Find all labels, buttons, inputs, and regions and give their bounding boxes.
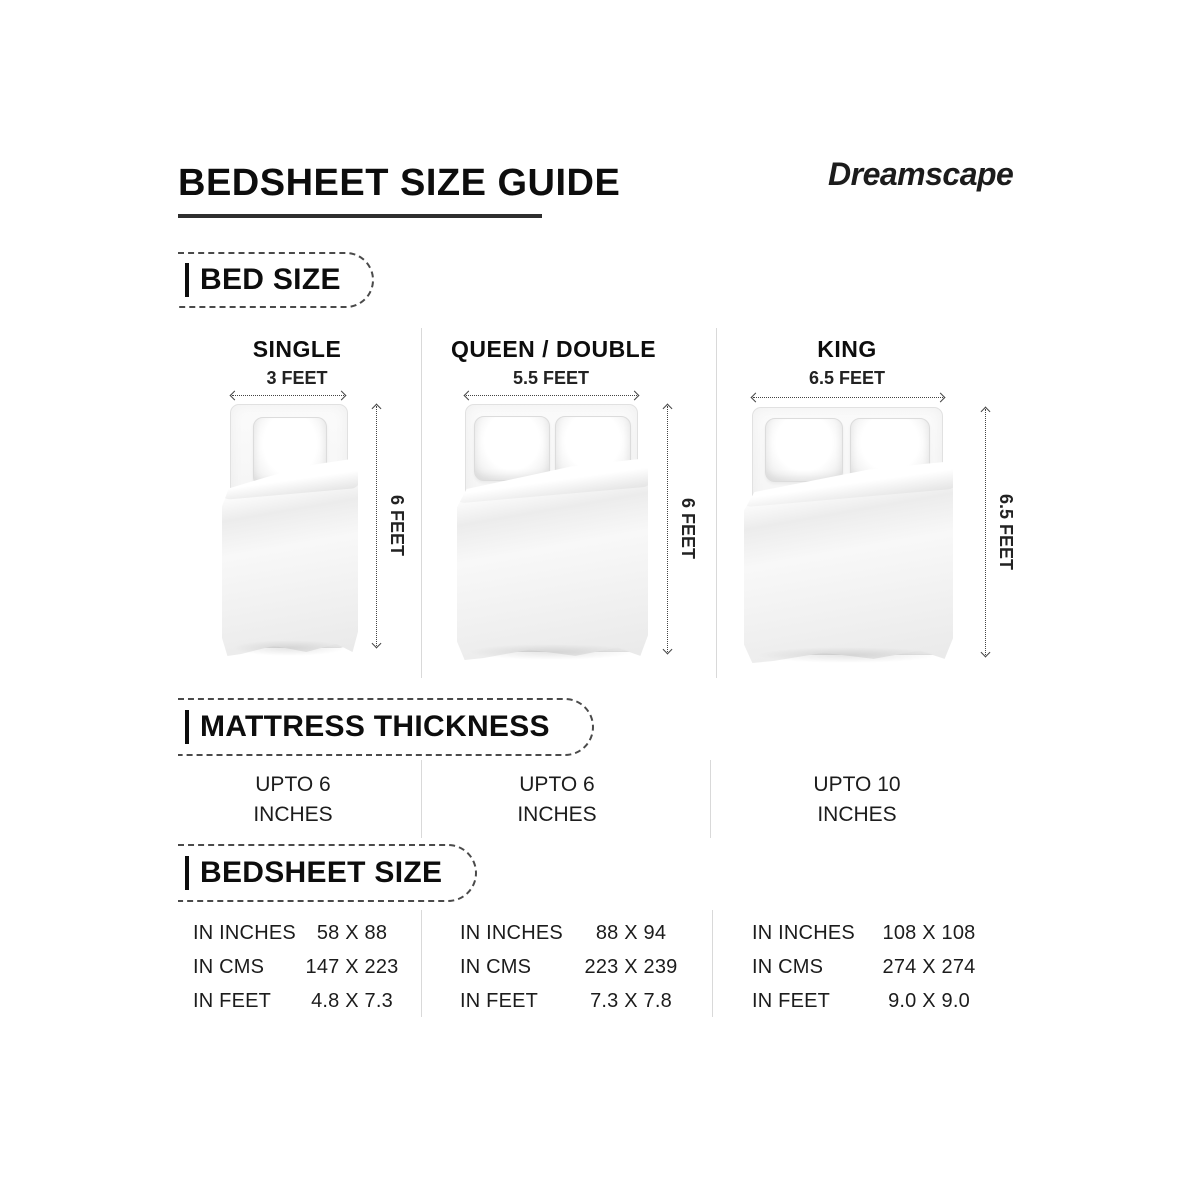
thickness-line: UPTO 10	[813, 773, 901, 796]
thickness-line: INCHES	[517, 803, 597, 826]
page-title: BEDSHEET SIZE GUIDE	[178, 162, 621, 204]
sheet-value-inches-single: 58 X 88	[316, 922, 388, 944]
bed-name-single: SINGLE	[252, 336, 342, 362]
column-separator	[421, 328, 422, 678]
height-dimension-label-queen: 6 FEET	[678, 498, 698, 560]
thickness-value-king	[777, 770, 937, 830]
sheet-row-label-feet: IN FEET	[193, 990, 272, 1012]
width-arrow-king	[753, 397, 943, 398]
sheet-row-label-cms: IN CMS	[752, 956, 824, 978]
sheet-value-feet-queen: 7.3 X 7.8	[590, 990, 672, 1012]
sheet-row-label-cms: IN CMS	[460, 956, 532, 978]
sheet-row-label-feet: IN FEET	[460, 990, 539, 1012]
width-dimension-label-king: 6.5 FEET	[808, 368, 886, 388]
bed-name-king: KING	[817, 336, 877, 362]
sheet-value-feet-single: 4.8 X 7.3	[311, 990, 393, 1012]
section-marker-bar	[185, 710, 189, 744]
brand-logo: Dreamscape	[828, 156, 1014, 192]
sheet-row-label-cms: IN CMS	[193, 956, 265, 978]
section-header-mattress-thickness	[178, 698, 594, 756]
thickness-value-queen	[477, 770, 637, 830]
thickness-line: INCHES	[253, 803, 333, 826]
section-header-bed-size	[178, 252, 374, 308]
height-arrow-queen	[667, 406, 668, 652]
bed-illustration-single	[230, 404, 348, 648]
sheet-row-label-inches: IN INCHES	[752, 922, 855, 944]
column-separator	[421, 910, 422, 1017]
sheet-value-cms-king: 274 X 274	[882, 956, 976, 978]
pillow	[474, 416, 550, 481]
bed-illustration-queen	[465, 404, 638, 652]
section-header-bedsheet-size	[178, 844, 477, 902]
sheet-row-label-inches: IN INCHES	[460, 922, 563, 944]
section-title-bedsheet-size: BEDSHEET SIZE	[200, 856, 443, 889]
bed-illustration-king	[752, 407, 943, 655]
thickness-line: UPTO 6	[519, 773, 595, 796]
column-separator	[710, 760, 711, 838]
sheet-value-cms-single: 147 X 223	[305, 956, 399, 978]
thickness-line: UPTO 6	[255, 773, 331, 796]
section-title-mattress-thickness: MATTRESS THICKNESS	[200, 710, 550, 743]
height-dimension-label-single: 6 FEET	[387, 495, 407, 557]
sheet-row-label-inches: IN INCHES	[193, 922, 296, 944]
thickness-value-single	[213, 770, 373, 830]
pillow	[765, 418, 843, 482]
width-dimension-label-queen: 5.5 FEET	[512, 368, 590, 388]
height-arrow-single	[376, 406, 377, 646]
width-arrow-queen	[466, 395, 637, 396]
sheet-value-inches-queen: 88 X 94	[595, 922, 667, 944]
bed-name-queen-double: QUEEN / DOUBLE	[451, 336, 657, 362]
sheet-value-cms-queen: 223 X 239	[584, 956, 678, 978]
title-underline	[178, 214, 542, 218]
height-arrow-king	[985, 409, 986, 655]
width-dimension-label-single: 3 FEET	[266, 368, 328, 388]
section-marker-bar	[185, 263, 189, 297]
column-separator	[712, 910, 713, 1017]
sheet-value-inches-king: 108 X 108	[882, 922, 976, 944]
sheet-value-feet-king: 9.0 X 9.0	[888, 990, 970, 1012]
column-separator	[716, 328, 717, 678]
sheet-row-label-feet: IN FEET	[752, 990, 831, 1012]
column-separator	[421, 760, 422, 838]
section-title-bed-size: BED SIZE	[200, 263, 341, 296]
thickness-line: INCHES	[817, 803, 897, 826]
height-dimension-label-king: 6.5 FEET	[996, 493, 1016, 571]
section-marker-bar	[185, 856, 189, 890]
width-arrow-single	[232, 395, 344, 396]
